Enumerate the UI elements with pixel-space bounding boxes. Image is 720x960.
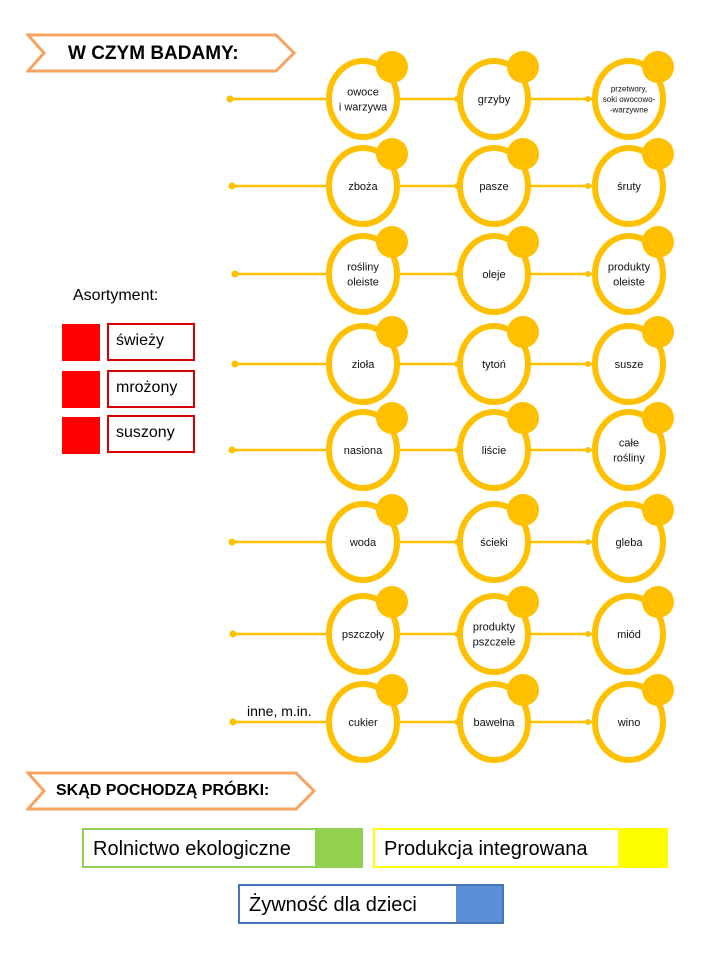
bubble-knob xyxy=(376,226,408,258)
bubble-knob xyxy=(507,494,539,526)
bubble-label-line: zioła xyxy=(351,358,375,371)
bubbles xyxy=(329,51,674,760)
header-title: W CZYM BADAMY: xyxy=(68,43,239,64)
category-bubble xyxy=(595,586,674,672)
assortment-item-fresh: świeży xyxy=(107,323,195,361)
bubble-knob xyxy=(507,674,539,706)
category-bubble xyxy=(460,586,539,672)
source-children xyxy=(238,884,504,924)
header-tag xyxy=(26,32,298,74)
bubble-label xyxy=(616,537,644,549)
bubble-knob xyxy=(642,586,674,618)
connector-dot xyxy=(585,361,591,367)
category-bubble xyxy=(329,138,408,224)
connector-dot xyxy=(585,447,591,453)
bubble-label xyxy=(348,717,378,729)
category-bubble xyxy=(329,494,408,580)
connector-dot xyxy=(585,631,591,637)
category-bubble xyxy=(329,316,408,402)
bubble-knob xyxy=(376,674,408,706)
bubble-knob xyxy=(642,138,674,170)
bubble-label-line: przetwory, xyxy=(610,84,648,94)
bubble-knob xyxy=(642,226,674,258)
assortment-item-dried: suszony xyxy=(107,415,195,453)
bubble-label-line: cukier xyxy=(348,716,378,729)
category-bubble xyxy=(595,316,674,402)
bubble-label-line: grzyby xyxy=(477,93,511,106)
assortment-swatch-dried xyxy=(62,417,100,454)
assortment-swatch-frozen xyxy=(62,371,100,408)
connector-dot xyxy=(585,271,591,277)
bubble-label xyxy=(474,717,516,729)
connector-dot xyxy=(585,539,591,545)
assortment-title: Asortyment: xyxy=(73,287,159,304)
bubble-knob xyxy=(376,138,408,170)
row-start-dot xyxy=(230,631,237,638)
sources-tag xyxy=(26,770,318,812)
bubble-label xyxy=(617,717,641,729)
row-start-dot xyxy=(229,183,236,190)
bubble-knob xyxy=(642,674,674,706)
bubble-knob xyxy=(507,402,539,434)
bubble-label-line: ścieki xyxy=(480,536,508,549)
source-integrated xyxy=(373,828,668,868)
bubble-label xyxy=(348,181,378,193)
bubble-label xyxy=(482,269,505,281)
row-start-dot xyxy=(229,447,236,454)
category-bubble xyxy=(329,402,408,488)
category-bubble xyxy=(460,494,539,580)
category-bubble xyxy=(460,51,539,137)
bubble-label-line: produkty xyxy=(472,621,516,634)
bubble-knob xyxy=(642,316,674,348)
bubble-knob xyxy=(507,51,539,83)
category-bubble xyxy=(460,226,539,312)
bubble-label xyxy=(617,629,641,641)
bubble-knob xyxy=(642,494,674,526)
bubble-label-line: owoce xyxy=(347,86,379,99)
category-bubble xyxy=(460,316,539,402)
bubble-label xyxy=(478,94,511,106)
category-bubble xyxy=(329,51,408,137)
bubble-label-line: całe xyxy=(618,437,640,450)
connector-dot xyxy=(585,719,591,725)
bubble-label xyxy=(482,359,506,371)
bubble-label xyxy=(352,359,376,371)
bubble-label xyxy=(617,181,641,193)
bubble-knob xyxy=(507,586,539,618)
bubble-label xyxy=(615,359,644,371)
bubble-label-line: gleba xyxy=(615,536,643,549)
category-bubble xyxy=(460,138,539,224)
bubble-label-line: rośliny xyxy=(613,452,645,465)
row-start-dot xyxy=(230,719,237,726)
source-integrated-fill xyxy=(618,830,666,866)
bubble-label-line: nasiona xyxy=(343,444,383,457)
sources-title: SKĄD POCHODZĄ PRÓBKI: xyxy=(56,782,270,799)
category-bubble xyxy=(329,226,408,312)
bubble-label xyxy=(344,445,383,457)
bubble-label-line: bawełna xyxy=(473,716,515,729)
bubble-label xyxy=(479,181,508,193)
bubble-label-line: soki owocowo- xyxy=(602,94,656,104)
bubble-label xyxy=(349,537,377,549)
bubble-knob xyxy=(507,226,539,258)
bubble-knob xyxy=(642,402,674,434)
bubble-label-line: oleiste xyxy=(347,276,379,289)
bubble-label-line: śruty xyxy=(617,180,641,193)
bubble-label xyxy=(342,629,385,641)
bubble-label-line: tytoń xyxy=(482,358,506,371)
source-organic-fill xyxy=(315,830,361,866)
category-bubble xyxy=(595,138,674,224)
connector-dot xyxy=(585,96,591,102)
bubble-label-line: i warzywa xyxy=(338,101,388,114)
category-bubble xyxy=(595,674,674,760)
category-bubble xyxy=(329,586,408,672)
source-organic-label: Rolnictwo ekologiczne xyxy=(93,838,291,860)
source-children-label: Żywność dla dzieci xyxy=(249,894,417,916)
bubble-label-line: liście xyxy=(481,444,507,457)
category-bubble xyxy=(460,674,539,760)
other-label: inne, m.in. xyxy=(247,703,312,719)
row-start-dot xyxy=(232,361,239,368)
connector-dot xyxy=(585,183,591,189)
bubble-label-line: -warzywne xyxy=(609,105,649,115)
bubble-label xyxy=(482,445,506,457)
bubble-label xyxy=(480,537,508,549)
bubble-knob xyxy=(376,586,408,618)
bubble-knob xyxy=(507,138,539,170)
bubble-knob xyxy=(642,51,674,83)
bubble-label-line: pasze xyxy=(479,180,509,193)
bubble-label-line: produkty xyxy=(607,261,651,274)
row-start-dot xyxy=(229,539,236,546)
bubble-label-line: pszczoły xyxy=(341,628,385,641)
bubble-label-line: zboża xyxy=(348,180,378,193)
bubble-knob xyxy=(376,494,408,526)
bubble-knob xyxy=(376,316,408,348)
source-children-fill xyxy=(456,886,502,922)
assortment-item-frozen: mrożony xyxy=(107,370,195,408)
row-start-dot xyxy=(227,96,234,103)
assortment-swatch-fresh xyxy=(62,324,100,361)
category-bubble xyxy=(460,402,539,488)
bubble-knob xyxy=(507,316,539,348)
bubble-label-line: wino xyxy=(617,716,641,729)
category-bubble xyxy=(595,226,674,312)
category-bubble xyxy=(329,674,408,760)
bubble-label-line: susze xyxy=(614,358,644,371)
source-integrated-label: Produkcja integrowana xyxy=(384,838,588,860)
bubble-knob xyxy=(376,402,408,434)
bubble-knob xyxy=(376,51,408,83)
row-start-dot xyxy=(232,271,239,278)
bubble-label-line: woda xyxy=(349,536,377,549)
category-bubble xyxy=(595,402,674,488)
category-bubble xyxy=(595,51,674,137)
source-organic xyxy=(82,828,363,868)
bubble-label-line: rośliny xyxy=(347,261,379,274)
category-bubble xyxy=(595,494,674,580)
bubble-label-line: miód xyxy=(617,628,641,641)
bubble-label-line: oleiste xyxy=(613,276,645,289)
bubble-label-line: oleje xyxy=(482,268,506,281)
bubble-label-line: pszczele xyxy=(472,636,516,649)
